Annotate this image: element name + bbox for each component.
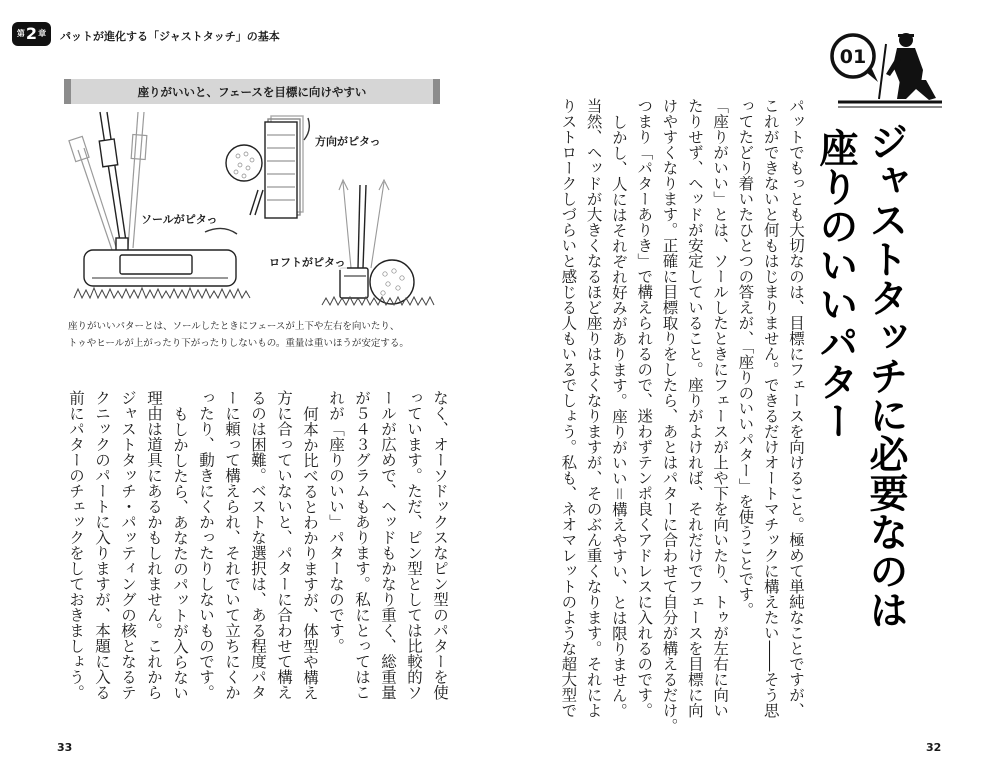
right-body-text — [555, 98, 808, 734]
section-number: 01 — [839, 46, 867, 68]
text-column: 前にパターのチェックをしておきましょう。 — [67, 390, 85, 700]
text-column: ったり、動きにくかったりしないものです。 — [197, 390, 215, 700]
text-column: もしかしたら、あなたのパットが入らない — [171, 405, 189, 700]
section-title — [810, 122, 910, 662]
figure-caption — [68, 318, 409, 352]
running-head: パットが進化する「ジャストタッチ」の基本 — [60, 30, 280, 43]
motion-arrow — [205, 228, 237, 234]
text-column: 当然、ヘッドが大きくなるほど座りはよくなりますが、そのぶん重くなります。それによ — [584, 98, 603, 718]
grass — [74, 288, 250, 298]
label-loft: ロフトがピタっ — [269, 256, 346, 269]
putter-face-view — [226, 116, 309, 218]
putter-sole-view — [69, 112, 250, 298]
label-sole: ソールがピタっ — [141, 213, 218, 226]
text-column: ジャストタッチ・パッティングの核となるテ — [119, 390, 137, 700]
text-column: ーに頼って構えられ、それでいて立ちにくか — [223, 390, 241, 700]
motion-arrow — [304, 118, 309, 140]
shaft — [99, 112, 127, 248]
text-column: なく、オーソドックスなピン型のパターを使 — [431, 390, 449, 700]
putter-face — [265, 122, 297, 218]
text-column: しかし、人にはそれぞれ好みがあります。座りがいい＝構えやすい、とは限りません。 — [609, 113, 628, 719]
text-column: これができないと何もはじまりません。できるだけオートマチックに構えたい――そう思 — [761, 98, 780, 718]
figure-heading-text: 座りがいいと、フェースを目標に向けやすい — [137, 84, 367, 99]
text-column: るのは困難。ベストな選択は、ある程度パタ — [249, 390, 267, 700]
putter-head — [340, 268, 368, 298]
page-number-left: 33 — [57, 741, 73, 754]
text-column: ールが広めで、ヘッドもかなり重く、総重量 — [379, 390, 397, 700]
text-column: りストロークしづらいと感じる人もいるでしょう。私も、ネオマレットのような超大型で — [559, 98, 578, 718]
putter-illustration — [65, 108, 445, 313]
text-column: が５４３グラムもあります。私にとってはこ — [353, 390, 371, 700]
title-line: 座りのいいパター — [813, 128, 858, 440]
ghost-shafts — [69, 112, 147, 250]
section-badge — [826, 26, 946, 112]
title-line: ジャストタッチに必要なのは — [863, 122, 908, 629]
text-column: っています。ただ、ピン型としては比較的ソ — [405, 390, 423, 700]
text-column: れが「座りのいい」パターなのです。 — [327, 390, 345, 654]
chapter-badge — [12, 22, 51, 46]
caption-line: 座りがいいパターとは、ソールしたときにフェースが上下や左右を向いたり、 — [68, 321, 400, 332]
left-body-text — [63, 390, 453, 710]
golf-ball — [370, 260, 414, 304]
text-column: つまり「パターありき」で構えられるので、迷わずテンポ良くアドレスに入れるのです。 — [635, 98, 654, 718]
text-column: クニックのパートに入りますが、本題に入る — [93, 390, 111, 700]
chapter-number: 2 — [25, 24, 38, 43]
text-column: 何本か比べるとわかりますが、体型や構え — [301, 405, 319, 700]
page-number-right: 32 — [926, 741, 942, 754]
putter-loft-view — [322, 180, 434, 305]
figure-heading — [64, 79, 440, 104]
caption-line: トゥやヒールが上がったり下がったりしないもの。重量は重いほうが安定する。 — [68, 338, 409, 349]
chapter-badge-prefix: 第 — [16, 29, 25, 38]
text-column: 理由は道具にあるかもしれません。これから — [145, 390, 163, 700]
text-column: 方に合っていないと、パターに合わせて構え — [275, 390, 293, 700]
text-column: ってたどり着いたひとつの答えが、「座りのいいパター」を使うことです。 — [736, 98, 755, 618]
text-column: けやすくなります。正確に目標取りをしたら、あとはパターに合わせて自分が構えるだけ。 — [660, 98, 679, 734]
chapter-badge-suffix: 章 — [38, 29, 47, 38]
text-column: パットでもっとも大切なのは、目標にフェースを向けること。極めて単純なことですが、 — [787, 98, 805, 718]
label-direction: 方向がピタっ — [315, 135, 381, 148]
text-column: 「座りがいい」とは、ソールしたときにフェースが上や下を向いたり、トゥが左右に向い — [711, 98, 730, 718]
text-column: たりせず、ヘッドが安定していること。座りがよければ、それだけでフェースを目標に向 — [685, 98, 704, 718]
golf-ball — [226, 145, 262, 181]
golfer-icon — [879, 33, 936, 100]
